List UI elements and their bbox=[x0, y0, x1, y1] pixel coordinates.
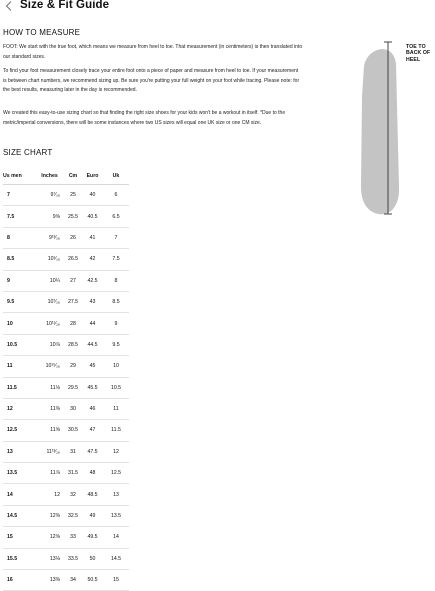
table-cell: 40.5 bbox=[82, 206, 103, 227]
table-cell: 12 bbox=[35, 484, 64, 505]
table-cell: 11 bbox=[103, 398, 129, 419]
table-row bbox=[3, 527, 129, 548]
table-cell: 6.5 bbox=[103, 206, 129, 227]
table-row bbox=[3, 441, 129, 462]
table-row bbox=[3, 185, 129, 206]
table-cell: 15 bbox=[3, 527, 35, 548]
table-cell: 33 bbox=[64, 527, 82, 548]
table-row bbox=[3, 227, 129, 248]
table-cell: 31.5 bbox=[64, 463, 82, 484]
table-cell: 10⁷⁄₁₆ bbox=[35, 291, 64, 312]
table-cell: 47 bbox=[82, 420, 103, 441]
table-cell: 9.5 bbox=[3, 291, 35, 312]
table-cell: 28 bbox=[64, 313, 82, 334]
table-cell: 13.5 bbox=[3, 463, 35, 484]
table-cell: 7 bbox=[103, 227, 129, 248]
table-cell: 9.5 bbox=[103, 334, 129, 355]
table-row bbox=[3, 334, 129, 355]
table-cell: 12⅜ bbox=[35, 505, 64, 526]
table-cell: 16 bbox=[3, 570, 35, 591]
table-cell: 26.5 bbox=[64, 249, 82, 270]
table-cell: 49.5 bbox=[82, 527, 103, 548]
table-cell: 7 bbox=[3, 185, 35, 206]
table-cell: 28.5 bbox=[64, 334, 82, 355]
table-cell: 14 bbox=[103, 527, 129, 548]
size-chart-heading: SIZE CHART bbox=[3, 148, 53, 157]
table-cell: 48.5 bbox=[82, 484, 103, 505]
table-row bbox=[3, 270, 129, 291]
table-header-row bbox=[3, 167, 129, 185]
table-cell: 10 bbox=[3, 313, 35, 334]
table-cell: 10 bbox=[103, 356, 129, 377]
table-cell: 10.5 bbox=[3, 334, 35, 355]
foot-measure-illustration bbox=[356, 36, 432, 220]
table-cell: 8 bbox=[3, 227, 35, 248]
table-cell: 12 bbox=[103, 441, 129, 462]
table-cell: 15.5 bbox=[3, 548, 35, 569]
table-cell: 13.5 bbox=[103, 505, 129, 526]
table-cell: 31 bbox=[64, 441, 82, 462]
table-cell: 10¹⁄₁₆ bbox=[35, 249, 64, 270]
table-row bbox=[3, 206, 129, 227]
table-cell: 8.5 bbox=[3, 249, 35, 270]
table-cell: 27 bbox=[64, 270, 82, 291]
column-header: Euro bbox=[82, 167, 103, 185]
table-row bbox=[3, 398, 129, 419]
table-cell: 30.5 bbox=[64, 420, 82, 441]
table-cell: 47.5 bbox=[82, 441, 103, 462]
table-cell: 13 bbox=[3, 441, 35, 462]
table-row bbox=[3, 249, 129, 270]
table-cell: 13⅛ bbox=[35, 548, 64, 569]
table-cell: 8 bbox=[103, 270, 129, 291]
table-cell: 10¹⁵⁄₁₆ bbox=[35, 356, 64, 377]
table-cell: 11⅛ bbox=[35, 377, 64, 398]
table-cell: 42.5 bbox=[82, 270, 103, 291]
table-cell: 11⅞ bbox=[35, 463, 64, 484]
table-cell: 9 bbox=[3, 270, 35, 291]
table-cell: 8.5 bbox=[103, 291, 129, 312]
table-cell: 44 bbox=[82, 313, 103, 334]
table-row bbox=[3, 356, 129, 377]
table-cell: 48 bbox=[82, 463, 103, 484]
table-cell: 9¹³⁄₁₆ bbox=[35, 227, 64, 248]
table-cell: 26 bbox=[64, 227, 82, 248]
table-cell: 7.5 bbox=[3, 206, 35, 227]
table-row bbox=[3, 484, 129, 505]
table-cell: 11⅝ bbox=[35, 420, 64, 441]
table-cell: 6 bbox=[103, 185, 129, 206]
table-cell: 29 bbox=[64, 356, 82, 377]
table-cell: 9⁷⁄₁₆ bbox=[35, 185, 64, 206]
page-title: Size & Fit Guide bbox=[20, 0, 110, 11]
table-cell: 45 bbox=[82, 356, 103, 377]
table-cell: 40 bbox=[82, 185, 103, 206]
table-row bbox=[3, 505, 129, 526]
table-cell: 32.5 bbox=[64, 505, 82, 526]
table-cell: 13 bbox=[103, 484, 129, 505]
foot-silhouette bbox=[361, 49, 399, 214]
table-cell: 45.5 bbox=[82, 377, 103, 398]
table-cell: 13⅜ bbox=[35, 570, 64, 591]
table-cell: 32 bbox=[64, 484, 82, 505]
table-cell: 11 bbox=[3, 356, 35, 377]
figure-label: TOE TO BACK OF HEEL bbox=[406, 44, 431, 63]
table-cell: 25.5 bbox=[64, 206, 82, 227]
table-row bbox=[3, 377, 129, 398]
table-cell: 43 bbox=[82, 291, 103, 312]
table-row bbox=[3, 420, 129, 441]
chevron-left-icon[interactable] bbox=[4, 0, 14, 12]
table-cell: 14.5 bbox=[103, 548, 129, 569]
table-cell: 30 bbox=[64, 398, 82, 419]
table-cell: 44.5 bbox=[82, 334, 103, 355]
column-header: Us men bbox=[3, 167, 35, 185]
table-cell: 14.5 bbox=[3, 505, 35, 526]
table-cell: 41 bbox=[82, 227, 103, 248]
table-cell: 49 bbox=[82, 505, 103, 526]
table-cell: 12⅝ bbox=[35, 527, 64, 548]
table-cell: 12.5 bbox=[3, 420, 35, 441]
table-row bbox=[3, 463, 129, 484]
table-cell: 50 bbox=[82, 548, 103, 569]
table-cell: 11⅜ bbox=[35, 398, 64, 419]
paragraph-chart-note: We created this easy-to-use sizing chart so that finding the right size shoes for your kids won't be a workout in itself. *Due to the metric/imperial conversions, there will be some instances where two US sizes will equal one UK size or one CM size. bbox=[3, 110, 286, 126]
table-row bbox=[3, 548, 129, 569]
header bbox=[0, 0, 435, 14]
table-cell: 34 bbox=[64, 570, 82, 591]
column-header: Uk bbox=[103, 167, 129, 185]
table-cell: 29.5 bbox=[64, 377, 82, 398]
column-header: Cm bbox=[64, 167, 82, 185]
table-cell: 50.5 bbox=[82, 570, 103, 591]
table-cell: 12 bbox=[3, 398, 35, 419]
column-header: Inches bbox=[35, 167, 64, 185]
table-cell: 15 bbox=[103, 570, 129, 591]
table-cell: 27.5 bbox=[64, 291, 82, 312]
table-cell: 10⅞ bbox=[35, 334, 64, 355]
table-cell: 42 bbox=[82, 249, 103, 270]
table-cell: 11.5 bbox=[103, 420, 129, 441]
table-cell: 25 bbox=[64, 185, 82, 206]
table-cell: 33.5 bbox=[64, 548, 82, 569]
table-cell: 12.5 bbox=[103, 463, 129, 484]
table-cell: 9⅝ bbox=[35, 206, 64, 227]
paragraph-foot: FOOT: We start with the true foot, which means we measure from heel to toe. That measurement (in centimeters) is then translated into our standard sizes. bbox=[3, 44, 303, 60]
size-chart-table bbox=[3, 167, 129, 591]
table-cell: 46 bbox=[82, 398, 103, 419]
how-to-measure-heading: HOW TO MEASURE bbox=[3, 28, 81, 37]
table-cell: 11¹³⁄₁₆ bbox=[35, 441, 64, 462]
table-row bbox=[3, 291, 129, 312]
paragraph-instructions: To find your foot measurement closely trace your entire foot onto a piece of paper and measure from heel to toe. If your measurement is between chart numbers, we recommend sizing up. Be sure you're putting your full weight on your foot while tracing. Please note: for the best results, measuring later in the day is recommended. bbox=[3, 68, 300, 93]
table-cell: 9 bbox=[103, 313, 129, 334]
table-row bbox=[3, 313, 129, 334]
table-cell: 7.5 bbox=[103, 249, 129, 270]
table-cell: 14 bbox=[3, 484, 35, 505]
table-cell: 10¹¹⁄₁₆ bbox=[35, 313, 64, 334]
table-cell: 10¼ bbox=[35, 270, 64, 291]
table-cell: 10.5 bbox=[103, 377, 129, 398]
table-cell: 11.5 bbox=[3, 377, 35, 398]
